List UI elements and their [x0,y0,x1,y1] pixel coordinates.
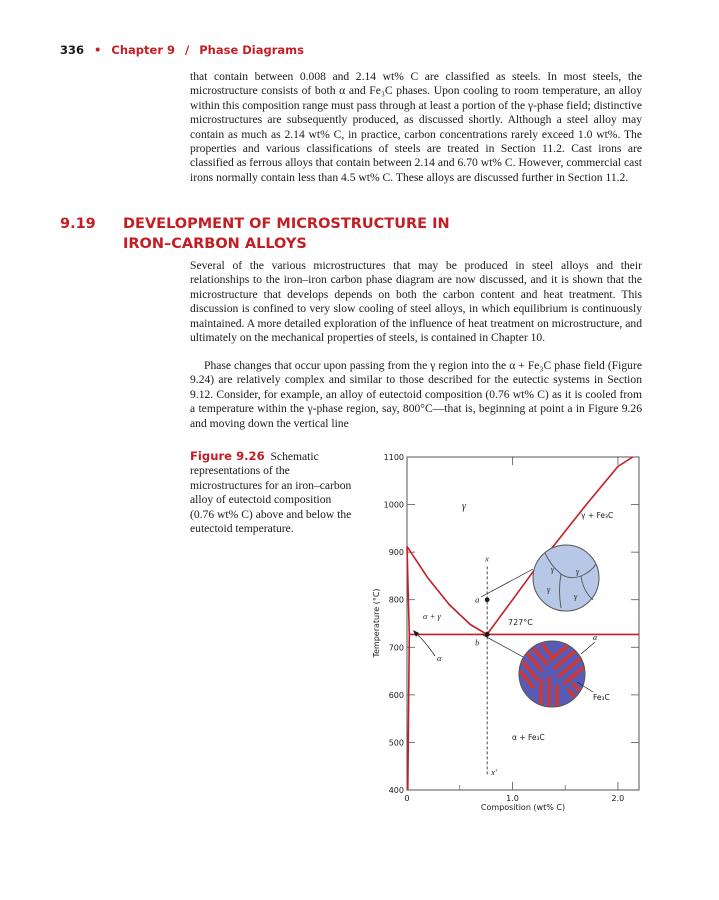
phase-diagram-chart [355,448,655,823]
phase-line-0 [407,546,487,634]
figure-caption-text: Schematic representations of the microstructures for an iron–carbon alloy of eutectoid composition (0.76 wt% C) above and below the eutectoid temperature. [190,450,352,536]
section-heading [60,214,450,254]
alpha-phase-leader [581,642,595,654]
alpha-region-label: α [437,653,442,663]
x-axis-label: Composition (wt% C) [480,803,566,812]
point-b-label: b [475,637,480,648]
y-axis-label: Temperature (°C) [372,588,381,658]
point-a-marker [485,597,490,602]
chapter-label: Chapter 9 [111,43,175,57]
header-bullet: • [94,43,102,57]
y-tick-label-3: 700 [388,643,404,653]
alpha-fe3c-region-label: α + Fe₃C [512,733,545,742]
figure-label: Figure 9.26 [190,449,265,463]
chapter-title: Phase Diagrams [199,43,304,57]
y-tick-label-0: 400 [388,786,404,795]
section-title-line2: IRON–CARBON ALLOYS [123,236,307,252]
y-tick-label-5: 900 [388,548,404,558]
y-tick-label-4: 800 [388,595,404,605]
lower-micro-leader [481,634,525,658]
gamma-fe3c-region-label: γ + Fe₃C [581,511,614,520]
section-number: 9.19 [60,216,96,232]
paragraph-steels: that contain between 0.008 and 2.14 wt% C are classified as steels. In most steels, the microstructure consists of both α and Fe₃C phases. Upon cooling to room temperature, an alloy within this composition range must pass through at least a portion of the γ-phase field; distinctive microstructures are subsequently produced, as discussed shortly. Although a steel alloy may contain as much as 2.14 wt% C, in practice, carbon concentrations rarely exceed 1.0 wt%. The properties and various classifications of steels are treated in Section 11.2. Cast irons are classified as ferrous alloys that contain between 2.14 and 6.70 wt% C. However, commercial cast irons normally contain less than 4.5 wt% C. These alloys are discussed further in Section 11.2. [190,70,642,184]
y-tick-label-1: 500 [388,738,404,748]
x-tick-label-1: 1.0 [506,794,519,803]
y-tick-label-7: 1100 [383,453,404,462]
gamma-grain-label-4: γ [574,592,578,601]
alpha-pointer-arrow [417,634,435,656]
point-x-label: x [485,553,489,564]
gamma-grain-label-2: γ [576,567,580,576]
phase-line-3 [408,634,410,790]
gamma-region-label: γ [462,501,466,512]
paragraph-intro: Several of the various microstructures that may be produced in steel alloys and their relationships to the iron–iron carbon phase diagram are now discussed, and it is shown that the microstructure that develops depends on both the carbon content and heat treatment. This discussion is confined to very slow cooling of steel alloys, in which equilibrium is continuously maintained. A more detailed exploration of the influence of heat treatment on microstructure, and ultimately on the mechanical properties of steels, is contained in Chapter 10. [190,259,642,345]
eutectoid-temp-label: 727°C [508,618,533,627]
gamma-microstructure [533,545,599,611]
point-a-label: a [475,594,480,605]
alpha-gamma-region-label: α + γ [423,611,441,621]
y-tick-label-2: 600 [388,690,404,700]
paragraph-phase-changes: Phase changes that occur upon passing from the γ region into the α + Fe₃C phase field (Figure 9.24) are relatively complex and similar to those described for the eutectic systems in Section 9.12. Consider, for example, an alloy of eutectoid composition (0.76 wt% C) as it is cooled from a temperature within the γ-phase region, say, 800°C—that is, beginning at point a in Figure 9.26 and moving down the vertical line [190,359,642,430]
x-tick-label-2: 2.0 [611,794,625,803]
figure-caption [190,449,355,536]
alpha-phase-label: α [593,633,598,642]
running-header [60,43,304,57]
gamma-grain-label-3: γ [547,585,551,594]
y-tick-label-6: 1000 [383,500,404,510]
x-tick-label-0: 0 [404,794,410,803]
pearlite-microstructure [519,633,610,707]
axis-ticks [384,453,639,803]
fe3c-phase-label: Fe₃C [593,693,610,702]
gamma-grain-label-1: γ [551,565,555,574]
section-title-line1: DEVELOPMENT OF MICROSTRUCTURE IN [123,216,450,232]
alpha-pointer-arrowhead [413,630,419,637]
page-number: 336 [60,43,85,57]
header-separator: / [185,43,190,57]
point-x-prime-label: x' [491,766,497,777]
